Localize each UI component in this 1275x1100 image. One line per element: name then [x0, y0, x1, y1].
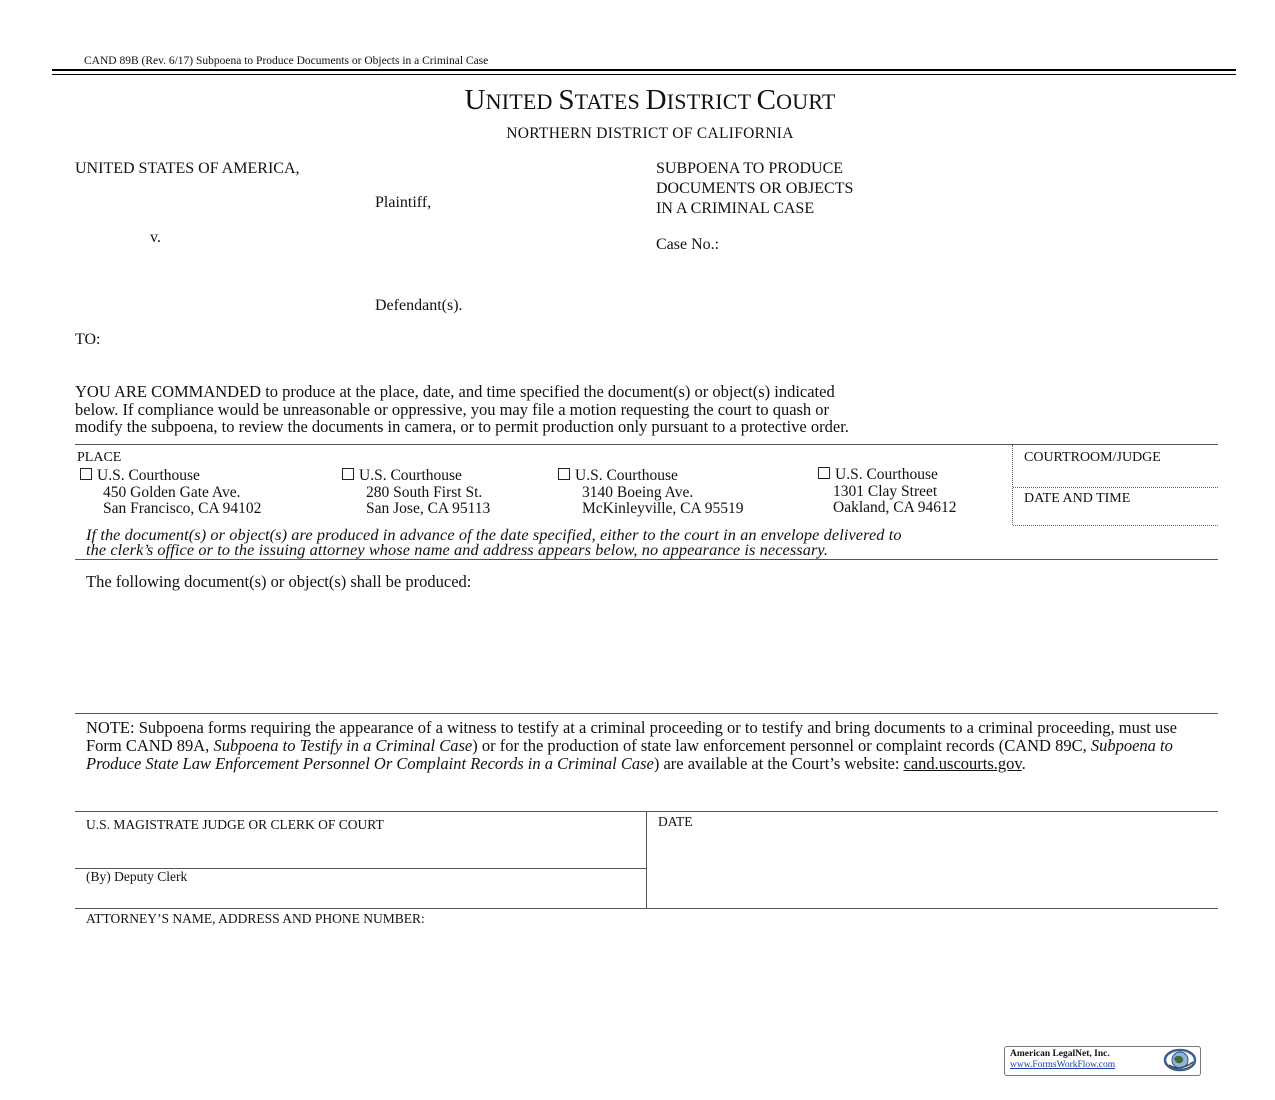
- location-option[interactable]: U.S. Courthouse 450 Golden Gate Ave. San Francisco, CA 94102: [80, 468, 261, 518]
- case-number-label: Case No.:: [656, 236, 720, 253]
- defendant-label: Defendant(s).: [375, 297, 463, 314]
- location-option[interactable]: U.S. Courthouse 1301 Clay Street Oakland, CA 94612: [818, 467, 957, 517]
- judge-clerk-label: U.S. MAGISTRATE JUDGE OR CLERK OF COURT: [86, 817, 384, 832]
- courtroom-judge-label: COURTROOM/JUDGE: [1024, 450, 1161, 465]
- court-title: UNITED STATES DISTRICT COURT: [464, 84, 836, 116]
- form-identifier: CAND 89B (Rev. 6/17) Subpoena to Produce Documents or Objects in a Criminal Case: [84, 55, 489, 67]
- checkbox-icon[interactable]: [818, 467, 830, 479]
- note-paragraph: NOTE: Subpoena forms requiring the appearance of a witness to testify at a criminal proceeding or to testify and bring documents to a criminal proceeding, must use Form CAND 89A, Subpoena to Testify in a Criminal Case) or for the production of state law enforcement personnel or complaint records (CAND 89C, Subpoena to Produce State Law Enforcement Personnel Or Complaint Records in a Criminal Case) are available at the Court’s website: cand.uscourts.gov.: [86, 718, 1177, 773]
- vendor-name: American LegalNet, Inc.: [1010, 1049, 1110, 1059]
- vendor-url[interactable]: www.FormsWorkFlow.com: [1010, 1060, 1116, 1070]
- plaintiff-label: Plaintiff,: [375, 194, 432, 211]
- plaintiff-name: UNITED STATES OF AMERICA,: [75, 160, 300, 177]
- date-time-label: DATE AND TIME: [1024, 491, 1131, 506]
- deputy-clerk-label: (By) Deputy Clerk: [86, 869, 188, 884]
- advance-notice: If the document(s) or object(s) are produced in advance of the date specified, either to the court in an envelope delivered to the clerk’s office or to the issuing attorney whose name and address appears below, no appearance is necessary.: [86, 525, 902, 559]
- place-bottom-rule: [75, 559, 1218, 560]
- versus-label: v.: [150, 229, 161, 246]
- header-rule-thick: [52, 69, 1236, 71]
- document-title-line3: IN A CRIMINAL CASE: [656, 200, 815, 217]
- globe-icon: [1163, 1048, 1197, 1072]
- date-label: DATE: [658, 814, 693, 829]
- place-label: PLACE: [77, 450, 122, 465]
- header-rule-thin: [52, 74, 1236, 75]
- district-name: NORTHERN DISTRICT OF CALIFORNIA: [506, 125, 794, 142]
- signature-bottom-rule: [75, 908, 1218, 909]
- court-website-link[interactable]: cand.uscourts.gov: [903, 754, 1022, 773]
- attorney-label: ATTORNEY’S NAME, ADDRESS AND PHONE NUMBER:: [86, 911, 425, 926]
- location-option[interactable]: U.S. Courthouse 280 South First St. San Jose, CA 95113: [342, 468, 490, 518]
- command-paragraph: YOU ARE COMMANDED to produce at the place, date, and time specified the document(s) or object(s) indicated below. If compliance would be unreasonable or oppressive, you may file a motion requesting the court to quash or modify the subpoena, to review the documents in camera, or to permit production only pursuant to a protective order.: [75, 382, 849, 436]
- checkbox-icon[interactable]: [558, 468, 570, 480]
- to-label: TO:: [75, 331, 101, 348]
- place-top-rule: [75, 444, 1218, 445]
- checkbox-icon[interactable]: [80, 468, 92, 480]
- location-option[interactable]: U.S. Courthouse 3140 Boeing Ave. McKinleyville, CA 95519: [558, 468, 743, 518]
- courtroom-rule: [1013, 487, 1218, 488]
- documents-label: The following document(s) or object(s) shall be produced:: [86, 572, 472, 591]
- checkbox-icon[interactable]: [342, 468, 354, 480]
- date-time-rule: [1013, 525, 1218, 526]
- signature-divider: [646, 811, 647, 908]
- document-title-line2: DOCUMENTS OR OBJECTS: [656, 180, 854, 197]
- document-title-line1: SUBPOENA TO PRODUCE: [656, 160, 844, 177]
- documents-bottom-rule: [75, 713, 1218, 714]
- place-divider: [1012, 445, 1013, 525]
